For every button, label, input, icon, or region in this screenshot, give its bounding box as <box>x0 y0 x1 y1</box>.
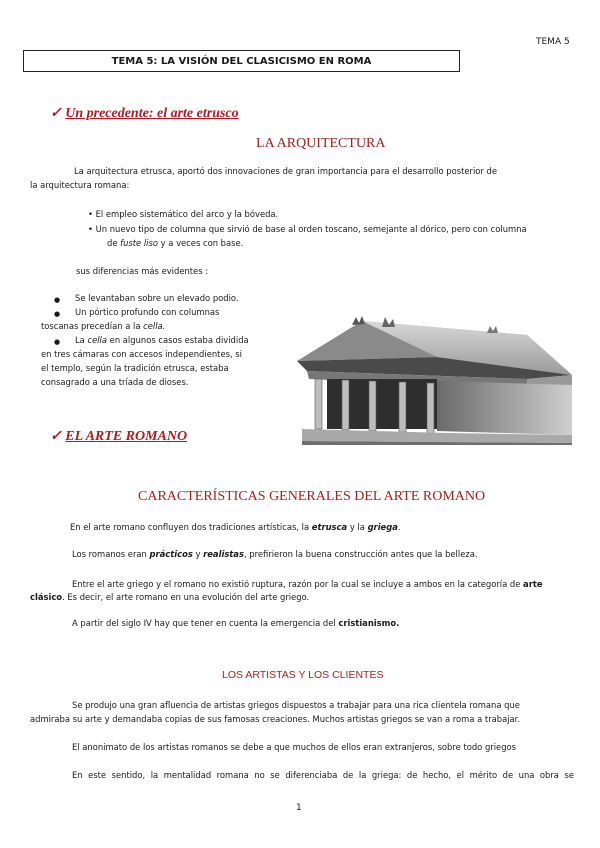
paragraph-practicos: Los romanos eran prácticos y realistas, prefirieron la buena construcción antes que la belleza. <box>72 549 478 559</box>
document-title: TEMA 5: LA VISIÓN DEL CLASICISMO EN ROMA <box>111 56 372 67</box>
section-heading-etrusco <box>50 105 239 122</box>
difference-item-continuation: consagrado a una tríada de dioses. <box>41 377 189 387</box>
bullet-icon: ● <box>54 338 61 346</box>
etruscan-temple-image <box>287 313 577 445</box>
paragraph-ruptura-line-2: clásico. Es decir, el arte romano en una evolución del arte griego. <box>30 592 310 602</box>
section-heading-romano-label: EL ARTE ROMANO <box>65 429 188 444</box>
innovation-item: • El empleo sistemático del arco y la bóveda. <box>88 209 279 219</box>
arquitectura-intro-line-2: la arquitectura romana: <box>30 180 130 190</box>
innovation-item: • Un nuevo tipo de columna que sirvió de base al orden toscano, semejante al dórico, pero con columna <box>88 224 527 234</box>
bullet-icon: ● <box>54 296 61 304</box>
paragraph-artistas-line-2: admiraba su arte y demandaba copias de sus famosas creaciones. Muchos artistas griegos se van a roma a trabajar. <box>30 714 521 724</box>
paragraph-mentalidad: En este sentido, la mentalidad romana no se diferenciaba de la griega: de hecho, el mérito de una obra se <box>72 770 574 780</box>
difference-item-continuation: en tres cámaras con accesos independientes, si <box>41 349 242 359</box>
difference-item: La cella en algunos casos estaba dividida <box>75 335 249 345</box>
bullet-icon: • <box>88 224 93 234</box>
caracteristicas-heading: CARACTERÍSTICAS GENERALES DEL ARTE ROMANO <box>138 489 486 504</box>
paragraph-artistas-line-1: Se produjo una gran afluencia de artistas griegos dispuestos a trabajar para una rica clientela romana que <box>72 700 520 710</box>
paragraph-cristianismo: A partir del siglo IV hay que tener en cuenta la emergencia del cristianismo. <box>72 618 400 628</box>
difference-item: Se levantaban sobre un elevado podio. <box>75 293 239 303</box>
arquitectura-heading: LA ARQUITECTURA <box>256 136 386 151</box>
difference-item-continuation: toscanas precedían a la cella. <box>41 321 166 331</box>
paragraph-confluyen: En el arte romano confluyen dos tradiciones artísticas, la etrusca y la griega. <box>70 522 401 532</box>
page-number: 1 <box>296 803 302 813</box>
paragraph-ruptura-line-1: Entre el arte griego y el romano no existió ruptura, razón por la cual se incluye a ambos en la categoría de arte <box>72 579 543 589</box>
artistas-heading: LOS ARTISTAS Y LOS CLIENTES <box>222 669 384 681</box>
bullet-icon: • <box>88 209 93 219</box>
section-heading-etrusco-label: Un precedente: el arte etrusco <box>65 106 239 121</box>
document-title-box <box>23 50 460 72</box>
section-heading-romano <box>50 428 187 445</box>
arquitectura-intro-line-1: La arquitectura etrusca, aportó dos innovaciones de gran importancia para el desarrollo posterior de <box>74 166 497 176</box>
paragraph-anonimato: El anonimato de los artistas romanos se debe a que muchos de ellos eran extranjeros, sobre todo griegos <box>72 742 517 752</box>
header-tema: TEMA 5 <box>536 37 570 47</box>
innovation-item-continuation: de fuste liso y a veces con base. <box>107 238 244 248</box>
difference-item-continuation: el templo, según la tradición etrusca, estaba <box>41 363 229 373</box>
bullet-icon: ● <box>54 310 61 318</box>
check-icon: ✓ <box>50 429 62 444</box>
differences-intro: sus diferencias más evidentes : <box>76 266 209 276</box>
check-icon: ✓ <box>50 106 62 121</box>
difference-item: Un pórtico profundo con columnas <box>75 307 220 317</box>
